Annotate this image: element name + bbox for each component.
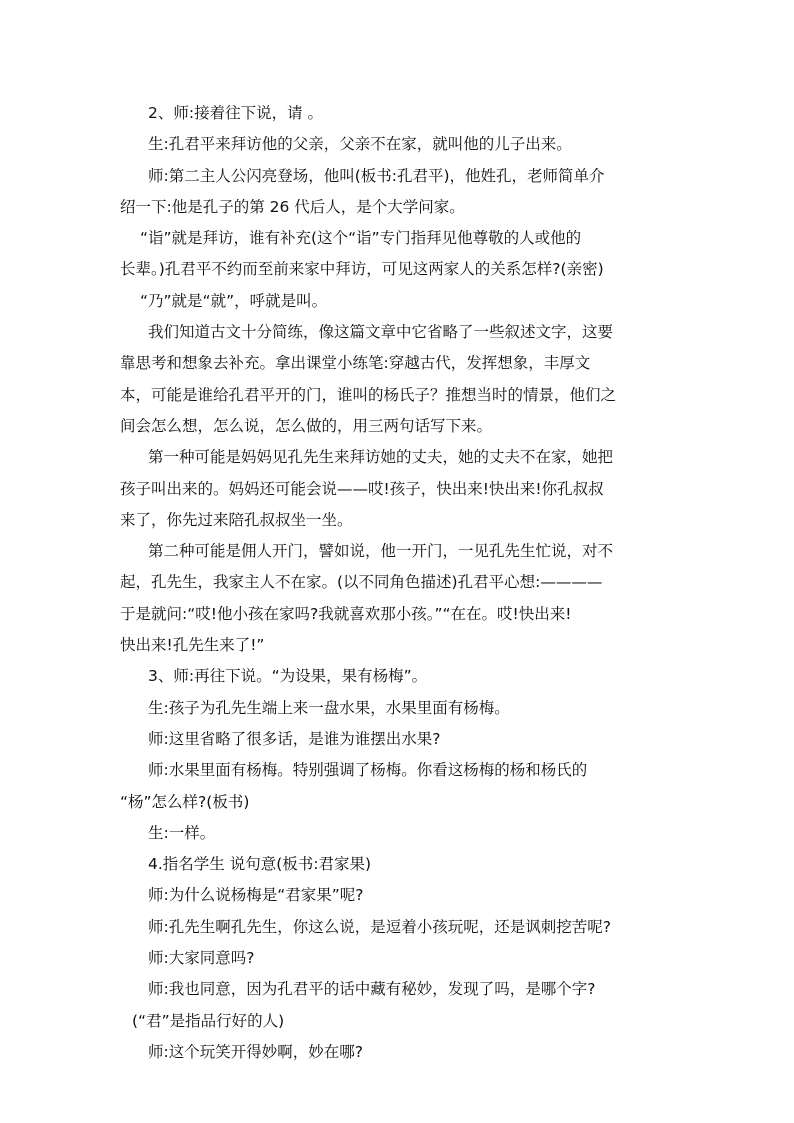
text-line: 来了，你先过来陪孔叔叔坐一坐。 [120, 510, 353, 529]
text-line: 长辈。)孔君平不约而至前来家中拜访，可见这两家人的关系怎样?(亲密) [120, 260, 604, 279]
text-line: 师:为什么说杨梅是“君家果”呢? [148, 886, 364, 905]
text-line: 师:这里省略了很多话，是谁为谁摆出水果? [148, 729, 441, 748]
text-line: 快出来!孔先生来了!” [120, 636, 265, 655]
text-line: 师:我也同意，因为孔君平的话中藏有秘妙，发现了吗，是哪个字? [148, 980, 596, 999]
text-line: 我们知道古文十分简练，像这篇文章中它省略了一些叙述文字，这要 [148, 323, 614, 342]
text-line: 师:第二主人公闪亮登场，他叫(板书:孔君平)，他姓孔，老师简单介 [148, 166, 605, 185]
text-line: 4.指名学生 说句意(板书:君家果) [148, 855, 372, 874]
text-line: 第二种可能是佣人开门，譬如说，他一开门，一见孔先生忙说，对不 [148, 542, 614, 561]
document-body [120, 98, 680, 1068]
text-line: 本，可能是谁给孔君平开的门，谁叫的杨氏子？推想当时的情景，他们之 [120, 385, 617, 404]
text-line: 师:水果里面有杨梅。特别强调了杨梅。你看这杨梅的杨和杨氏的 [148, 761, 588, 780]
text-line: 于是就问:“哎!他小孩在家吗?我就喜欢那小孩。”“在在。哎!快出来! [120, 604, 572, 623]
text-line: “杨”怎么样?(板书) [120, 792, 250, 811]
text-line: 生:一样。 [148, 823, 216, 842]
text-line: 生:孔君平来拜访他的父亲，父亲不在家，就叫他的儿子出来。 [148, 135, 572, 154]
text-line: 绍一下:他是孔子的第 26 代后人，是个大学问家。 [120, 197, 465, 216]
text-line: 靠思考和想象去补充。拿出课堂小练笔:穿越古代，发挥想象，丰厚文 [120, 354, 591, 373]
text-line: 2、师:接着往下说，请 。 [148, 104, 324, 122]
text-line: 第一种可能是妈妈见孔先生来拜访她的丈夫，她的丈夫不在家，她把 [148, 448, 614, 467]
text-line: 孩子叫出来的。妈妈还可能会说——哎!孩子，快出来!快出来!你孔叔叔 [120, 479, 604, 498]
text-line: 间会怎么想，怎么说，怎么做的，用三两句话写下来。 [120, 416, 493, 435]
text-line: 生:孩子为孔先生端上来一盘水果，水果里面有杨梅。 [148, 698, 510, 717]
text-line: 起，孔先生，我家主人不在家。(以不同角色描述)孔君平心想:———— [120, 573, 603, 592]
text-line: 3、师:再往下说。“为设果，果有杨梅”。 [148, 667, 428, 686]
text-line: 师:这个玩笑开得妙啊，妙在哪? [148, 1042, 363, 1061]
text-line: “乃”就是“就”，呼就是叫。 [140, 291, 328, 310]
text-line: 师:孔先生啊孔先生，你这么说，是逗着小孩玩呢，还是讽刺挖苦呢? [148, 917, 611, 936]
text-line: 师:大家同意吗? [148, 949, 255, 968]
text-line: “诣”就是拜访，谁有补充(这个“诣”专门指拜见他尊敬的人或他的 [140, 229, 582, 248]
text-line: (“君”是指品行好的人) [132, 1011, 285, 1030]
